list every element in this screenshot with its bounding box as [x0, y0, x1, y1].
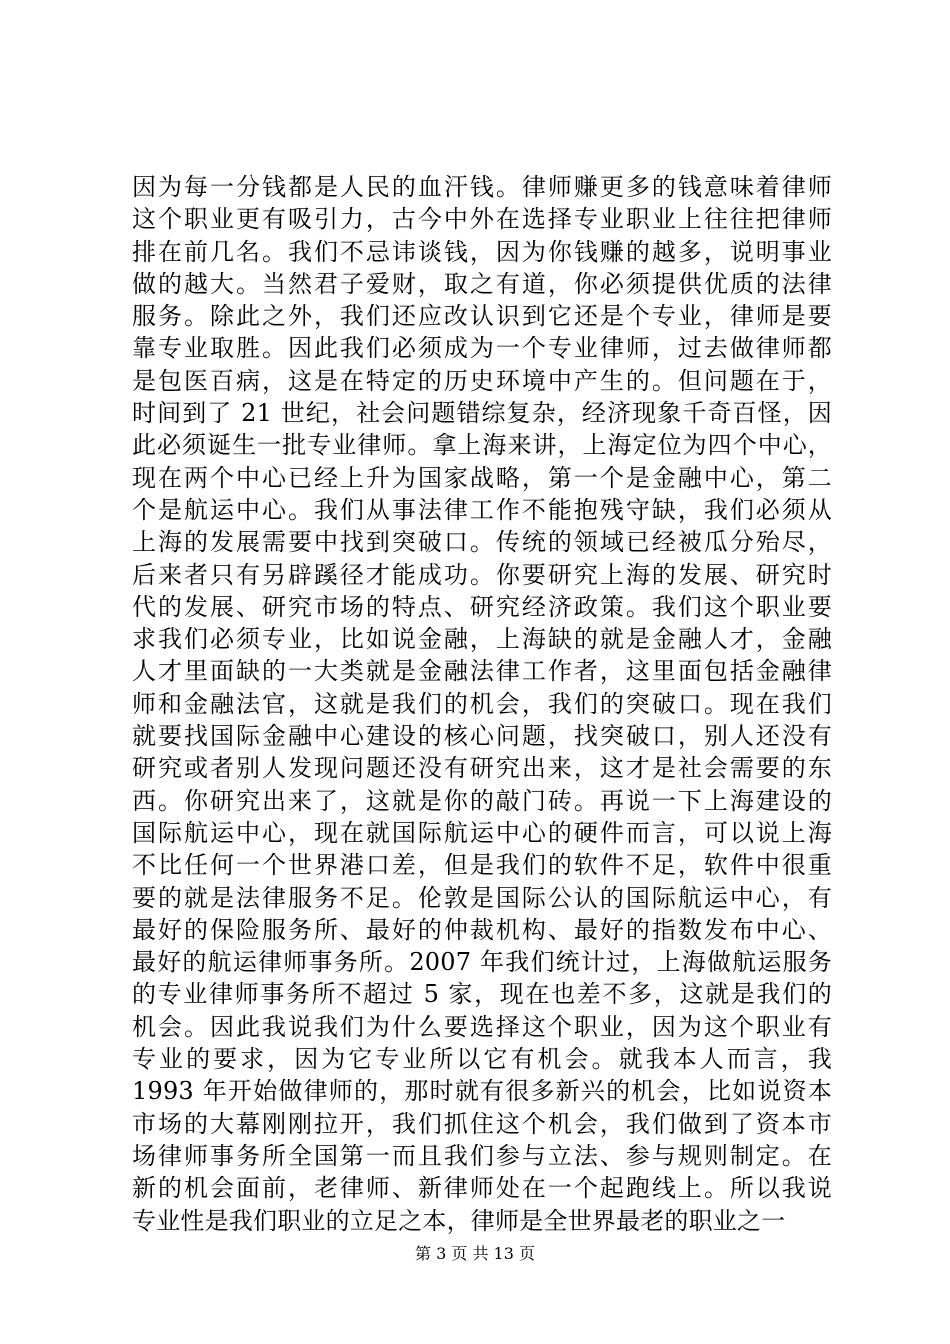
text-line: 是包医百病，这是在特定的历史环境中产生的。但问题在于，: [132, 366, 832, 395]
text-line: 这个职业更有吸引力，古今中外在选择专业职业上往往把律师: [132, 205, 832, 234]
text-line: 要的就是法律服务不足。伦敦是国际公认的国际航运中心，有: [132, 883, 832, 912]
text-line: 靠专业取胜。因此我们必须成为一个专业律师，过去做律师都: [132, 334, 832, 363]
text-line: 后来者只有另辟蹊径才能成功。你要研究上海的发展、研究时: [132, 560, 832, 589]
text-line: 做的越大。当然君子爱财，取之有道，你必须提供优质的法律: [132, 269, 832, 298]
text-line: 上海的发展需要中找到突破口。传统的领域已经被瓜分殆尽，: [132, 528, 832, 557]
text-line: 1993 年开始做律师的，那时就有很多新兴的机会，比如说资本: [132, 1077, 832, 1106]
text-line: 人才里面缺的一大类就是金融法律工作者，这里面包括金融律: [132, 657, 832, 686]
text-line: 新的机会面前，老律师、新律师处在一个起跑线上。所以我说: [132, 1174, 832, 1203]
text-line: 最好的航运律师事务所。2007 年我们统计过，上海做航运服务: [132, 948, 832, 977]
body-paragraph: [132, 171, 832, 1237]
text-line: 研究或者别人发现问题还没有研究出来，这才是社会需要的东: [132, 754, 832, 783]
text-line: 专业的要求，因为它专业所以它有机会。就我本人而言，我: [132, 1045, 832, 1074]
text-line: 最好的保险服务所、最好的仲裁机构、最好的指数发布中心、: [132, 915, 832, 944]
text-line: 师和金融法官，这就是我们的机会，我们的突破口。现在我们: [132, 689, 832, 718]
text-line: 不比任何一个世界港口差，但是我们的软件不足，软件中很重: [132, 851, 832, 880]
text-line: 西。你研究出来了，这就是你的敲门砖。再说一下上海建设的: [132, 786, 832, 815]
text-line: 代的发展、研究市场的特点、研究经济政策。我们这个职业要: [132, 592, 832, 621]
text-line: 此必须诞生一批专业律师。拿上海来讲，上海定位为四个中心，: [132, 431, 832, 460]
text-line: 服务。除此之外，我们还应改认识到它还是个专业，律师是要: [132, 302, 832, 331]
text-line: 个是航运中心。我们从事法律工作不能抱残守缺，我们必须从: [132, 495, 832, 524]
text-line: 排在前几名。我们不忌讳谈钱，因为你钱赚的越多，说明事业: [132, 237, 832, 266]
text-line: 求我们必须专业，比如说金融，上海缺的就是金融人才，金融: [132, 625, 832, 654]
text-line: 国际航运中心，现在就国际航运中心的硬件而言，可以说上海: [132, 818, 832, 847]
text-line: 现在两个中心已经上升为国家战略，第一个是金融中心，第二: [132, 463, 832, 492]
text-line: 市场的大幕刚刚拉开，我们抓住这个机会，我们做到了资本市: [132, 1109, 832, 1138]
text-line: 专业性是我们职业的立足之本，律师是全世界最老的职业之一: [132, 1206, 786, 1235]
text-line: 的专业律师事务所不超过 5 家，现在也差不多，这就是我们的: [132, 980, 832, 1009]
text-line: 因为每一分钱都是人民的血汗钱。律师赚更多的钱意味着律师: [132, 173, 832, 201]
text-line: 就要找国际金融中心建设的核心问题，找突破口，别人还没有: [132, 722, 832, 751]
page-footer: 第 3 页 共 13 页: [415, 1244, 535, 1263]
text-line: 场律师事务所全国第一而且我们参与立法、参与规则制定。在: [132, 1141, 832, 1170]
text-line: 时间到了 21 世纪，社会问题错综复杂，经济现象千奇百怪，因: [132, 399, 832, 428]
text-line: 机会。因此我说我们为什么要选择这个职业，因为这个职业有: [132, 1012, 832, 1041]
